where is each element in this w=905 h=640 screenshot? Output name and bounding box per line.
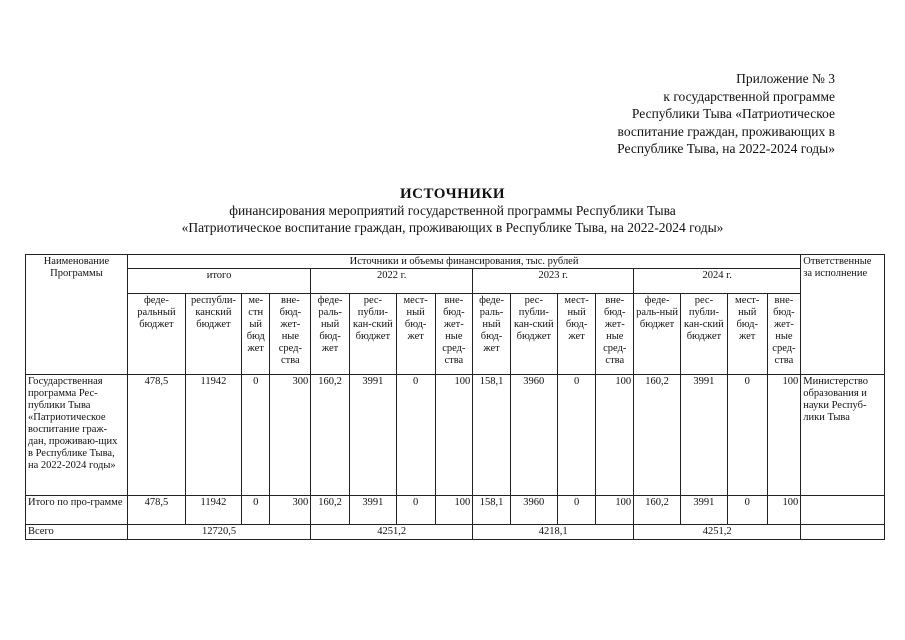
appendix-line: к государственной программе [663,88,835,104]
document-subtitle [0,202,905,236]
subheader-cell: вне-бюд-жет-ные сред-ства [596,294,634,375]
value-cell: 11942 [185,375,241,496]
subheader-cell: вне-бюд-жет-ные сред-ства [767,294,801,375]
value-cell: 3960 [510,375,557,496]
header-responsible: Ответственные за исполнение [801,255,885,375]
appendix-line: Республики Тыва «Патриотическое [631,106,835,121]
subheader-cell: феде-раль-ный бюд-жет [311,294,350,375]
header-sources: Источники и объемы финансирования, тыс. рублей [127,255,800,269]
value-cell: 3991 [680,496,727,525]
header-group-2022: 2022 г. [311,269,473,294]
grand-total-value: 12720,5 [127,525,310,540]
value-cell: 100 [596,496,634,525]
document-title: ИСТОЧНИКИ [400,186,505,202]
value-cell: 158,1 [473,375,511,496]
subheader-cell: рес-публи-кан-ский бюджет [680,294,727,375]
header-row-1 [26,255,885,269]
subheader-cell: мест-ный бюд-жет [727,294,767,375]
value-cell: 0 [241,375,270,496]
subheader-cell: вне-бюд-жет-ные сред-ства [435,294,473,375]
value-cell: 160,2 [634,496,681,525]
header-program-name: Наименование Программы [26,255,128,375]
value-cell: 100 [596,375,634,496]
subheader-cell: феде-раль-ный бюджет [634,294,681,375]
subheader-cell: рес-публи-кан-ский бюджет [349,294,396,375]
program-name-cell: Государственная программа Рес-публики Тыва «Патриотическое воспитание граж-дан, проживаю-щих в Республике Тыва, на 2022-2024 годы» [26,375,128,496]
value-cell: 300 [270,375,311,496]
table-row [26,496,885,525]
responsible-cell [801,496,885,525]
grand-total-value: 4251,2 [634,525,801,540]
program-name-cell: Итого по про-грамме [26,496,128,525]
value-cell: 100 [767,496,801,525]
subheader-cell: феде-ральный бюджет [127,294,185,375]
value-cell: 3991 [680,375,727,496]
table-row-grand-total [26,525,885,540]
value-cell: 3960 [510,496,557,525]
appendix-line: Приложение № 3 [736,71,835,86]
value-cell: 100 [767,375,801,496]
value-cell: 160,2 [634,375,681,496]
header-group-2024: 2024 г. [634,269,801,294]
header-group-total: итого [127,269,310,294]
value-cell: 158,1 [473,496,511,525]
table-row [26,375,885,496]
subtitle-line: «Патриотическое воспитание граждан, проживающих в Республике Тыва, на 2022-2024 годы» [181,220,724,235]
value-cell: 160,2 [311,496,350,525]
subheader-cell: феде-раль-ный бюд-жет [473,294,511,375]
value-cell: 3991 [349,375,396,496]
subheader-cell: мест-ный бюд-жет [396,294,435,375]
financing-table [25,254,885,540]
value-cell: 11942 [185,496,241,525]
subheader-cell: рес-публи-кан-ский бюджет [510,294,557,375]
value-cell: 0 [727,496,767,525]
value-cell: 478,5 [127,375,185,496]
appendix-line: Республике Тыва, на 2022-2024 годы» [617,141,835,156]
grand-total-label: Всего [26,525,128,540]
value-cell: 0 [396,496,435,525]
appendix-line: воспитание граждан, проживающих в [617,123,835,139]
subheader-cell: ме-стн ый бюд жет [241,294,270,375]
subtitle-line: финансирования мероприятий государственной программы Республики Тыва [229,203,676,218]
value-cell: 0 [557,375,596,496]
appendix-header [560,70,835,158]
subheader-cell: вне-бюд-жет-ные сред-ства [270,294,311,375]
value-cell: 0 [396,375,435,496]
value-cell: 478,5 [127,496,185,525]
value-cell: 3991 [349,496,396,525]
header-group-2023: 2023 г. [473,269,634,294]
subheader-cell: мест-ный бюд-жет [557,294,596,375]
grand-total-value: 4218,1 [473,525,634,540]
grand-total-value: 4251,2 [311,525,473,540]
value-cell: 0 [557,496,596,525]
value-cell: 160,2 [311,375,350,496]
value-cell: 300 [270,496,311,525]
responsible-cell: Министерство образования и науки Респуб-лики Тыва [801,375,885,496]
header-row-2 [26,269,885,294]
header-row-3 [26,294,885,375]
value-cell: 0 [727,375,767,496]
value-cell: 0 [241,496,270,525]
grand-total-empty [801,525,885,540]
value-cell: 100 [435,496,473,525]
subheader-cell: республи-канский бюджет [185,294,241,375]
value-cell: 100 [435,375,473,496]
